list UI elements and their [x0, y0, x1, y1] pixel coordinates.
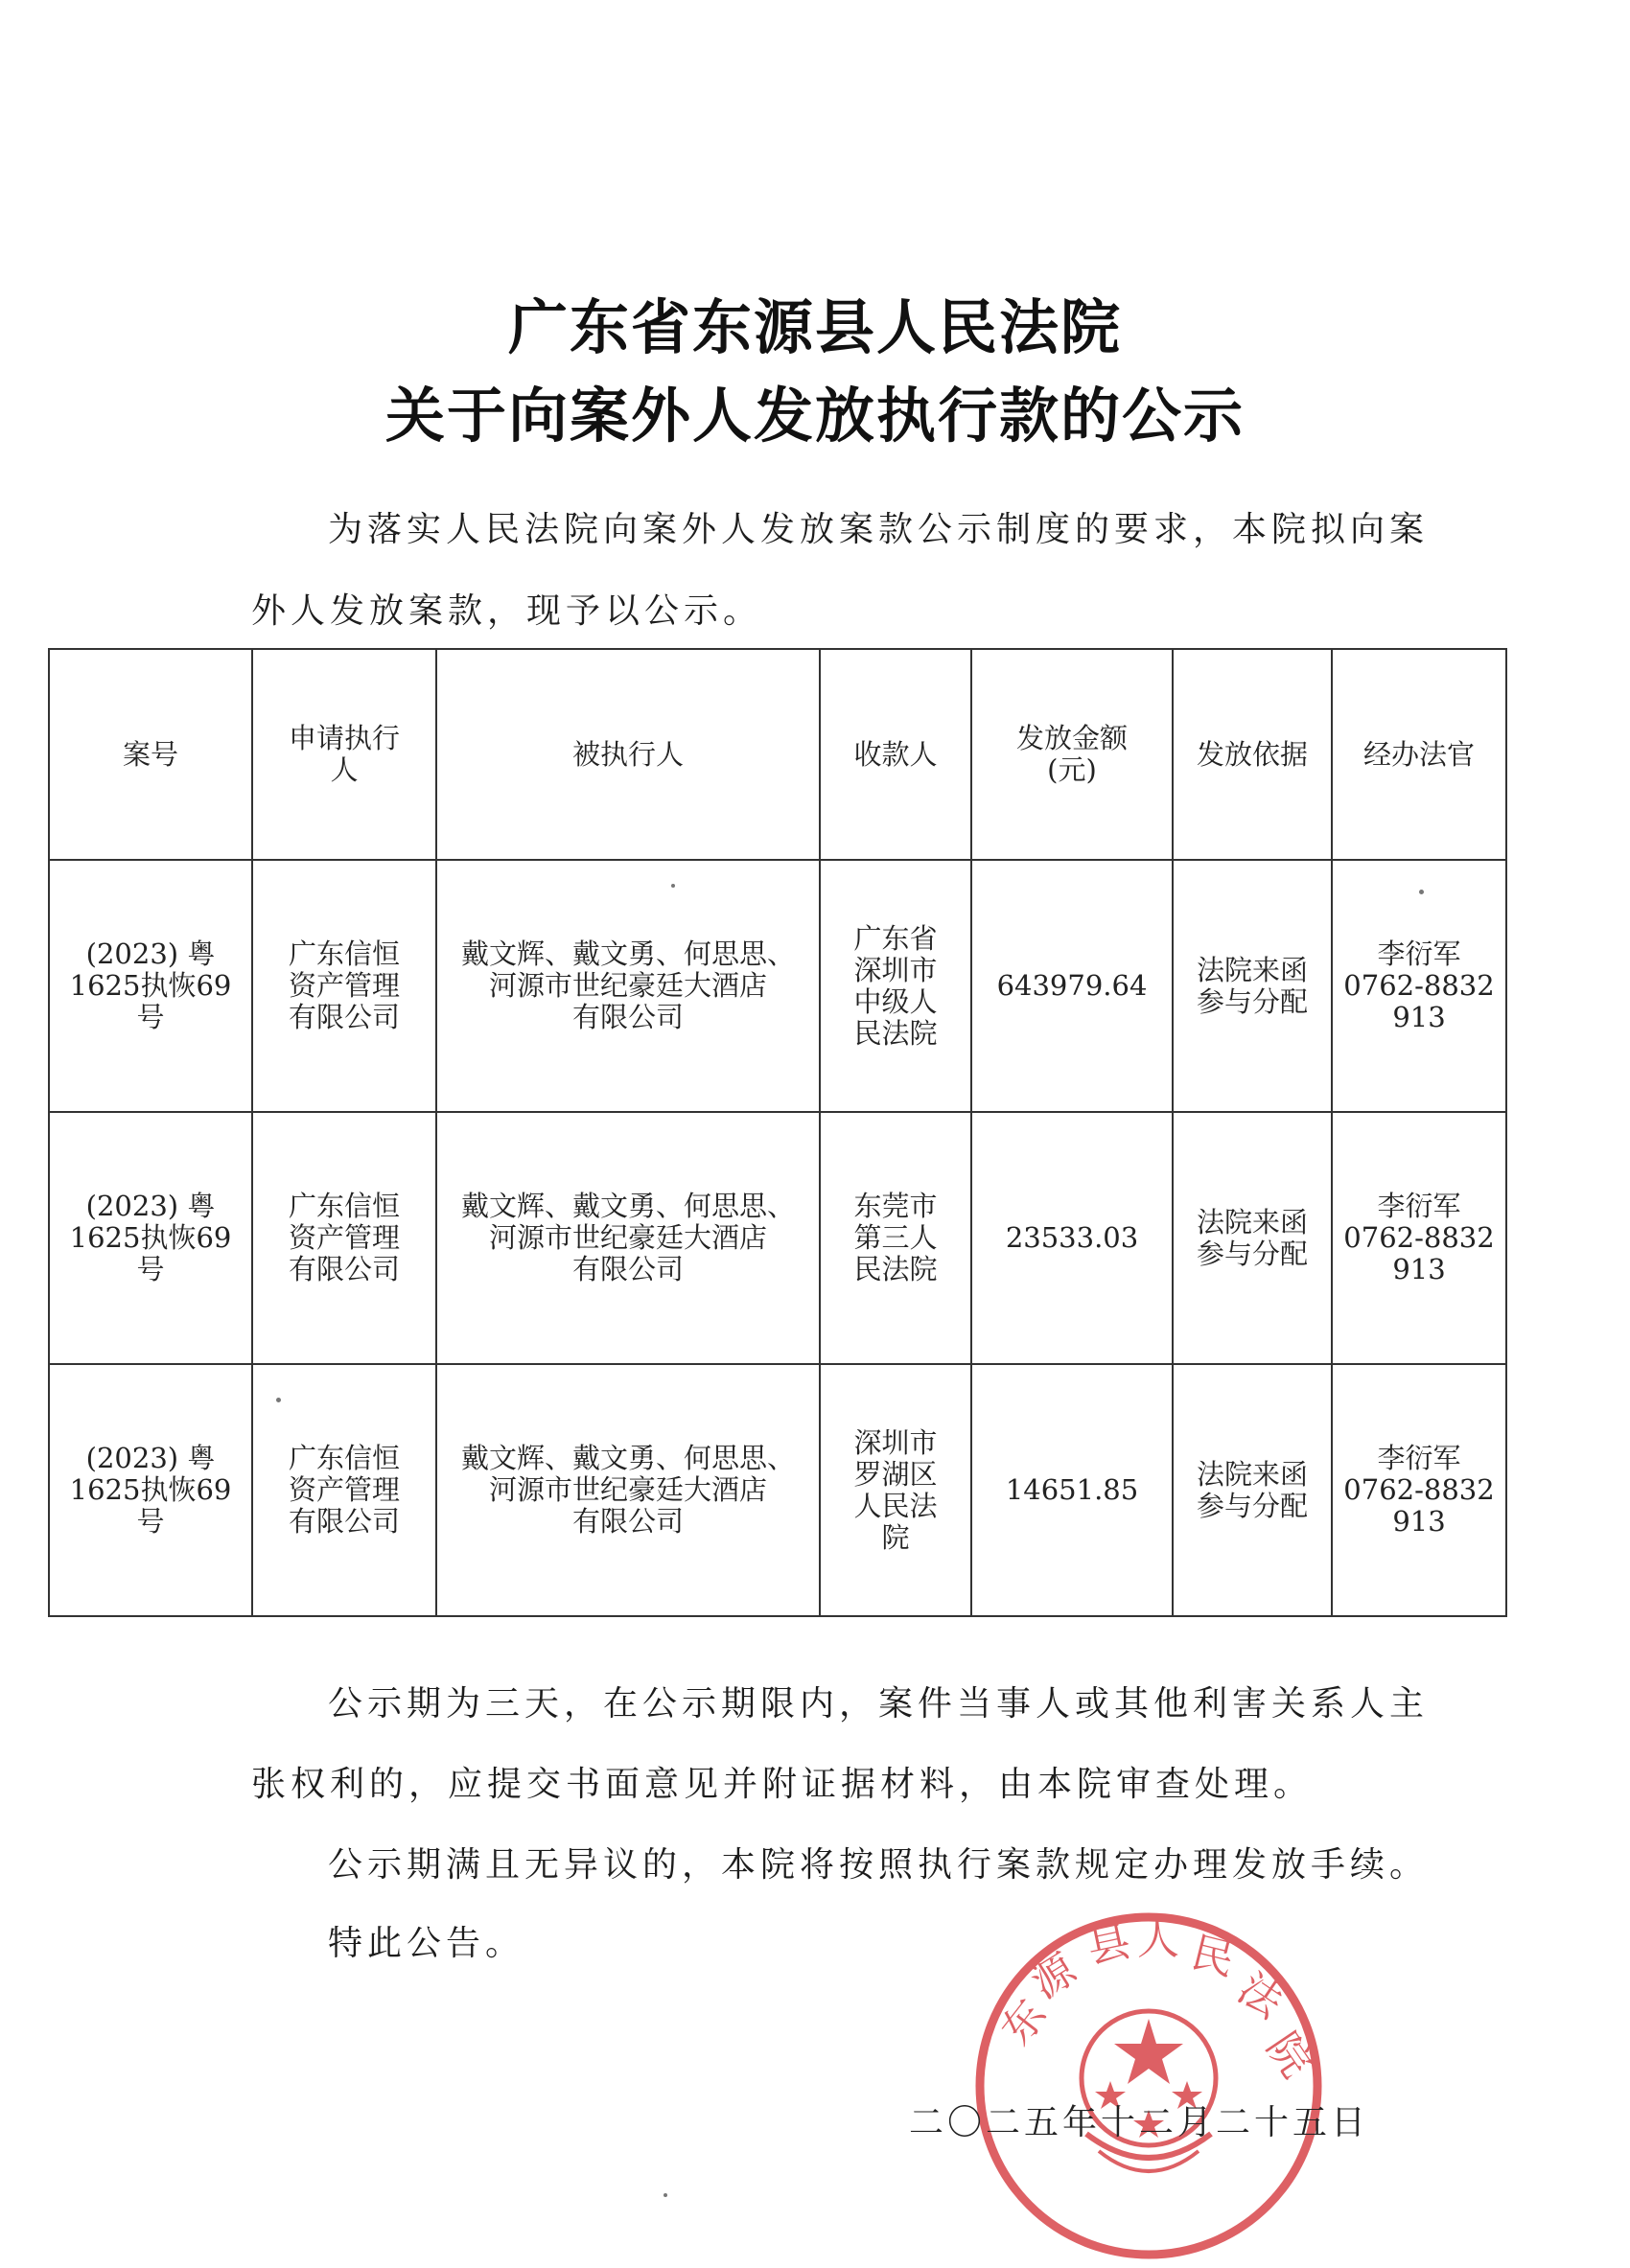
header-amount: 发放金额 (元): [971, 649, 1173, 860]
seal-graphic: [980, 1915, 1321, 2255]
svg-text:源: 源: [1022, 1944, 1085, 2009]
cell-applicant: 广东信恒 资产管理 有限公司: [252, 1364, 436, 1616]
cell-amount: 14651.85: [971, 1364, 1173, 1616]
header-applicant: 申请执行 人: [252, 649, 436, 860]
cell-applicant: 广东信恒 资产管理 有限公司: [252, 860, 436, 1112]
header-payee: 收款人: [820, 649, 971, 860]
cell-respondent: 戴文辉、戴文勇、何思思、 河源市世纪豪廷大酒店 有限公司: [436, 1112, 820, 1364]
table-row: [49, 1364, 1506, 1616]
scan-speck: [664, 2193, 667, 2197]
cell-judge: 李衍军 0762-8832 913: [1332, 1112, 1506, 1364]
svg-text:法: 法: [1228, 1963, 1292, 2028]
notice-line-1: 公示期为三天，在公示期限内，案件当事人或其他利害关系人主: [328, 1684, 1430, 1724]
cell-judge: 李衍军 0762-8832 913: [1332, 860, 1506, 1112]
disbursement-table: [48, 648, 1507, 1617]
closing-statement: 特此公告。: [328, 1924, 525, 1963]
svg-text:民: 民: [1186, 1928, 1240, 1986]
cell-case-no: (2023) 粤 1625执恢69 号: [49, 1364, 252, 1616]
svg-text:院: 院: [1256, 2024, 1321, 2087]
cell-payee: 东莞市 第三人 民法院: [820, 1112, 971, 1364]
svg-text:人: 人: [1137, 1915, 1179, 1964]
scan-speck: [671, 884, 675, 888]
cell-applicant: 广东信恒 资产管理 有限公司: [252, 1112, 436, 1364]
cell-basis: 法院来函 参与分配: [1173, 860, 1332, 1112]
cell-case-no: (2023) 粤 1625执恢69 号: [49, 1112, 252, 1364]
cell-respondent: 戴文辉、戴文勇、何思思、 河源市世纪豪廷大酒店 有限公司: [436, 860, 820, 1112]
svg-text:县: 县: [1083, 1916, 1135, 1974]
scan-speck: [1419, 890, 1424, 894]
cell-amount: 23533.03: [971, 1112, 1173, 1364]
table-row: [49, 860, 1506, 1112]
notice-paragraph-2: 公示期满且无异议的，本院将按照执行案款规定办理发放手续。: [328, 1845, 1430, 1885]
cell-payee: 深圳市 罗湖区 人民法 院: [820, 1364, 971, 1616]
cell-basis: 法院来函 参与分配: [1173, 1112, 1332, 1364]
header-case-no: 案号: [49, 649, 252, 860]
header-basis: 发放依据: [1173, 649, 1332, 860]
scan-speck: [276, 1398, 281, 1402]
intro-line-2: 外人发放案款，现予以公示。: [251, 591, 763, 631]
court-seal: [966, 1904, 1331, 2268]
cell-payee: 广东省 深圳市 中级人 民法院: [820, 860, 971, 1112]
table-header-row: [49, 649, 1506, 860]
cell-basis: 法院来函 参与分配: [1173, 1364, 1332, 1616]
cell-respondent: 戴文辉、戴文勇、何思思、 河源市世纪豪廷大酒店 有限公司: [436, 1364, 820, 1616]
header-respondent: 被执行人: [436, 649, 820, 860]
table-row: [49, 1112, 1506, 1364]
cell-amount: 643979.64: [971, 860, 1173, 1112]
intro-line-1: 为落实人民法院向案外人发放案款公示制度的要求，本院拟向案: [328, 510, 1430, 549]
svg-text:东: 东: [991, 1990, 1057, 2054]
cell-case-no: (2023) 粤 1625执恢69 号: [49, 860, 252, 1112]
court-name-title: 广东省东源县人民法院: [507, 292, 1122, 362]
header-judge: 经办法官: [1332, 649, 1506, 860]
cell-judge: 李衍军 0762-8832 913: [1332, 1364, 1506, 1616]
notice-date: 二〇二五年十二月二十五日: [909, 2103, 1370, 2142]
notice-title: 关于向案外人发放执行款的公示: [384, 381, 1245, 451]
notice-line-2: 张权利的，应提交书面意见并附证据材料，由本院审查处理。: [251, 1765, 1314, 1804]
